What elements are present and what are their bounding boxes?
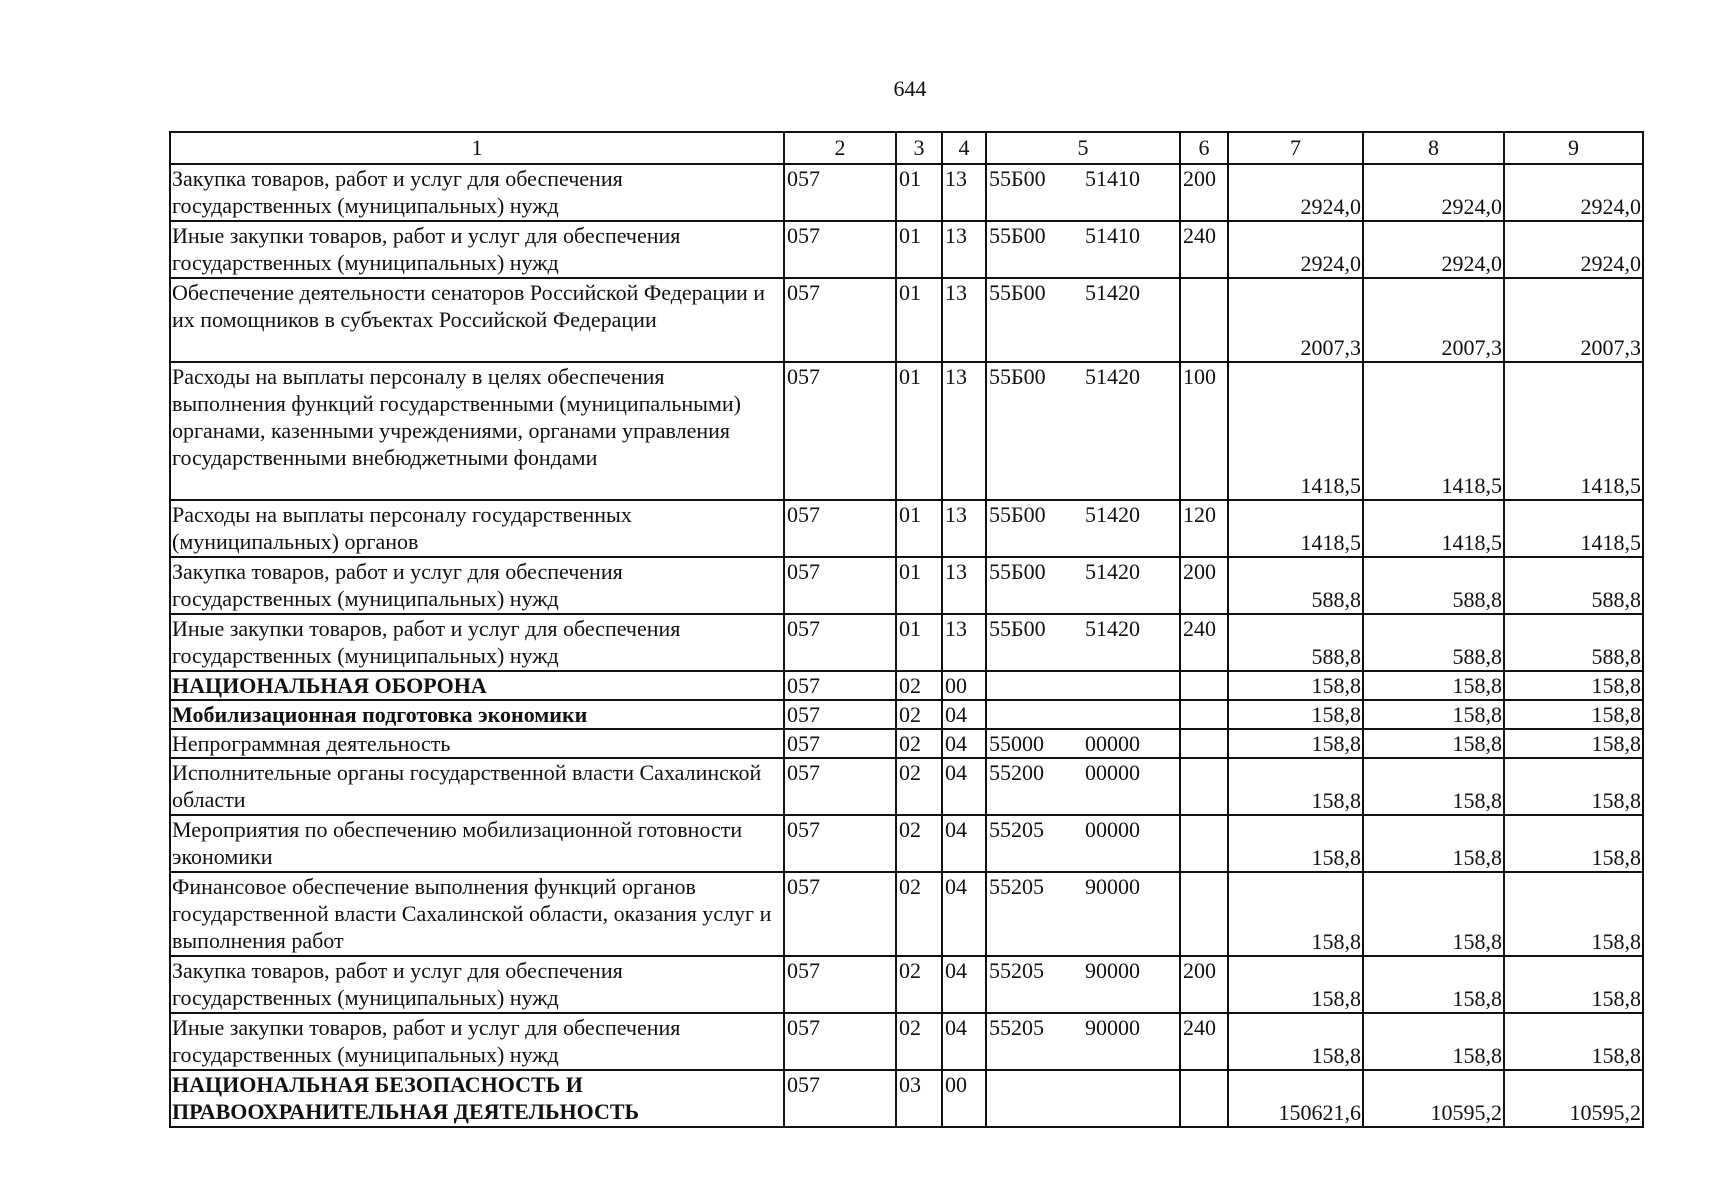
target-article-wrap [987, 222, 1179, 249]
row-amount-col8-cell: 158,8 [1363, 758, 1504, 815]
row-amount-col7-cell: 158,8 [1228, 956, 1363, 1013]
table-row [170, 278, 1643, 362]
row-target-article-cell [986, 557, 1180, 614]
row-code-admin-cell: 057 [784, 614, 896, 671]
row-subsection-cell: 04 [942, 729, 986, 758]
row-section-cell: 01 [896, 278, 942, 362]
row-amount-col7-cell: 1418,5 [1228, 500, 1363, 557]
row-subsection-cell: 13 [942, 221, 986, 278]
target-article-wrap [987, 501, 1179, 528]
row-amount-col8-cell: 588,8 [1363, 557, 1504, 614]
row-amount-col7-cell: 158,8 [1228, 729, 1363, 758]
row-amount-col8-cell: 2007,3 [1363, 278, 1504, 362]
row-expense-type-cell: 120 [1180, 500, 1228, 557]
table-row [170, 1070, 1643, 1127]
row-amount-col9-cell: 10595,2 [1504, 1070, 1643, 1127]
row-code-admin-cell: 057 [784, 671, 896, 700]
row-amount-col8-cell: 158,8 [1363, 956, 1504, 1013]
row-amount-col9-cell: 158,8 [1504, 815, 1643, 872]
row-amount-col8-cell: 158,8 [1363, 1013, 1504, 1070]
row-name-cell: Исполнительные органы государственной власти Сахалинской области [170, 758, 784, 815]
table-row [170, 729, 1643, 758]
row-expense-type-cell: 200 [1180, 557, 1228, 614]
target-article-wrap [987, 759, 1179, 786]
target-article-part-a: 55205 [989, 817, 1044, 842]
row-name-cell: НАЦИОНАЛЬНАЯ ОБОРОНА [170, 671, 784, 700]
row-section-cell: 02 [896, 1013, 942, 1070]
header-cell: 3 [896, 132, 942, 164]
target-article-part-b: 51420 [1085, 559, 1140, 584]
row-target-article-cell [986, 700, 1180, 729]
header-cell: 7 [1228, 132, 1363, 164]
target-article-part-b: 00000 [1085, 817, 1140, 842]
row-amount-col9-cell: 158,8 [1504, 671, 1643, 700]
row-code-admin-cell: 057 [784, 700, 896, 729]
row-amount-col7-cell: 158,8 [1228, 815, 1363, 872]
table-row [170, 700, 1643, 729]
row-code-admin-cell: 057 [784, 956, 896, 1013]
target-article-wrap [987, 1014, 1179, 1041]
row-target-article-cell [986, 729, 1180, 758]
row-code-admin-cell: 057 [784, 500, 896, 557]
row-name-cell: Иные закупки товаров, работ и услуг для обеспечения государственных (муниципальных) нужд [170, 1013, 784, 1070]
target-article-part-a: 55Б00 [989, 502, 1046, 527]
row-section-cell: 03 [896, 1070, 942, 1127]
row-section-cell: 02 [896, 815, 942, 872]
row-target-article-cell [986, 758, 1180, 815]
row-name-cell: Расходы на выплаты персоналу в целях обеспечения выполнения функций государственными (муниципальными) органами, казенными учреждениями, органами управления государственными внебюджетными фондами [170, 362, 784, 500]
row-section-cell: 01 [896, 362, 942, 500]
row-target-article-cell [986, 872, 1180, 956]
row-amount-col7-cell: 158,8 [1228, 872, 1363, 956]
target-article-wrap [987, 279, 1179, 306]
target-article-part-b: 51410 [1085, 223, 1140, 248]
row-section-cell: 01 [896, 500, 942, 557]
row-amount-col7-cell: 588,8 [1228, 614, 1363, 671]
table-row [170, 671, 1643, 700]
table-row [170, 614, 1643, 671]
row-code-admin-cell: 057 [784, 557, 896, 614]
row-amount-col9-cell: 158,8 [1504, 700, 1643, 729]
row-name-cell: Финансовое обеспечение выполнения функций органов государственной власти Сахалинской области, оказания услуг и выполнения работ [170, 872, 784, 956]
table-row [170, 872, 1643, 956]
target-article-part-b: 51420 [1085, 364, 1140, 389]
row-amount-col7-cell: 150621,6 [1228, 1070, 1363, 1127]
row-subsection-cell: 04 [942, 872, 986, 956]
target-article-wrap [987, 957, 1179, 984]
row-subsection-cell: 04 [942, 956, 986, 1013]
row-amount-col7-cell: 158,8 [1228, 700, 1363, 729]
row-name-cell: Мобилизационная подготовка экономики [170, 700, 784, 729]
row-expense-type-cell [1180, 758, 1228, 815]
header-cell: 6 [1180, 132, 1228, 164]
row-amount-col8-cell: 10595,2 [1363, 1070, 1504, 1127]
row-section-cell: 02 [896, 671, 942, 700]
row-section-cell: 01 [896, 614, 942, 671]
table-row [170, 1013, 1643, 1070]
row-name-cell: Непрограммная деятельность [170, 729, 784, 758]
row-amount-col9-cell: 2007,3 [1504, 278, 1643, 362]
target-article-part-b: 51420 [1085, 616, 1140, 641]
row-section-cell: 01 [896, 164, 942, 221]
table-row [170, 758, 1643, 815]
row-amount-col8-cell: 158,8 [1363, 671, 1504, 700]
row-amount-col9-cell: 158,8 [1504, 872, 1643, 956]
target-article-part-a: 55205 [989, 874, 1044, 899]
row-amount-col9-cell: 158,8 [1504, 956, 1643, 1013]
row-amount-col9-cell: 588,8 [1504, 614, 1643, 671]
table-row [170, 815, 1643, 872]
table-row [170, 500, 1643, 557]
table-row [170, 956, 1643, 1013]
table-row [170, 557, 1643, 614]
target-article-part-b: 51420 [1085, 502, 1140, 527]
row-subsection-cell: 13 [942, 164, 986, 221]
row-subsection-cell: 04 [942, 758, 986, 815]
row-code-admin-cell: 057 [784, 362, 896, 500]
row-amount-col8-cell: 588,8 [1363, 614, 1504, 671]
target-article-part-a: 55205 [989, 1015, 1044, 1040]
row-code-admin-cell: 057 [784, 1013, 896, 1070]
row-subsection-cell: 13 [942, 500, 986, 557]
target-article-part-a: 55Б00 [989, 616, 1046, 641]
row-expense-type-cell [1180, 872, 1228, 956]
table-body [170, 164, 1643, 1127]
row-subsection-cell: 00 [942, 1070, 986, 1127]
target-article-part-b: 90000 [1085, 874, 1140, 899]
row-target-article-cell [986, 815, 1180, 872]
target-article-wrap [987, 873, 1179, 900]
row-section-cell: 01 [896, 221, 942, 278]
table-row [170, 164, 1643, 221]
row-target-article-cell [986, 500, 1180, 557]
row-amount-col9-cell: 1418,5 [1504, 362, 1643, 500]
row-name-cell: Обеспечение деятельности сенаторов Российской Федерации и их помощников в субъектах Российской Федерации [170, 278, 784, 362]
row-name-cell: Иные закупки товаров, работ и услуг для обеспечения государственных (муниципальных) нужд [170, 221, 784, 278]
row-target-article-cell [986, 164, 1180, 221]
row-expense-type-cell [1180, 1070, 1228, 1127]
row-amount-col8-cell: 1418,5 [1363, 500, 1504, 557]
row-expense-type-cell [1180, 671, 1228, 700]
row-section-cell: 02 [896, 758, 942, 815]
row-code-admin-cell: 057 [784, 872, 896, 956]
target-article-part-a: 55200 [989, 760, 1044, 785]
target-article-part-b: 90000 [1085, 1015, 1140, 1040]
header-cell: 9 [1504, 132, 1643, 164]
target-article-wrap [987, 816, 1179, 843]
row-code-admin-cell: 057 [784, 278, 896, 362]
row-target-article-cell [986, 956, 1180, 1013]
row-name-cell: Закупка товаров, работ и услуг для обеспечения государственных (муниципальных) нужд [170, 164, 784, 221]
target-article-wrap [987, 165, 1179, 192]
target-article-part-a: 55205 [989, 958, 1044, 983]
row-name-cell: Иные закупки товаров, работ и услуг для обеспечения государственных (муниципальных) нужд [170, 614, 784, 671]
row-section-cell: 02 [896, 872, 942, 956]
row-expense-type-cell: 100 [1180, 362, 1228, 500]
header-cell: 5 [986, 132, 1180, 164]
row-amount-col7-cell: 158,8 [1228, 1013, 1363, 1070]
row-expense-type-cell: 240 [1180, 614, 1228, 671]
header-cell: 4 [942, 132, 986, 164]
row-amount-col7-cell: 158,8 [1228, 758, 1363, 815]
row-name-cell: Расходы на выплаты персоналу государственных (муниципальных) органов [170, 500, 784, 557]
target-article-part-b: 90000 [1085, 958, 1140, 983]
row-amount-col9-cell: 1418,5 [1504, 500, 1643, 557]
target-article-part-a: 55000 [989, 731, 1044, 756]
table-row [170, 362, 1643, 500]
row-subsection-cell: 13 [942, 362, 986, 500]
row-code-admin-cell: 057 [784, 164, 896, 221]
target-article-wrap [987, 730, 1179, 757]
row-code-admin-cell: 057 [784, 815, 896, 872]
row-amount-col9-cell: 2924,0 [1504, 221, 1643, 278]
row-expense-type-cell [1180, 700, 1228, 729]
row-expense-type-cell: 240 [1180, 1013, 1228, 1070]
row-amount-col9-cell: 588,8 [1504, 557, 1643, 614]
row-code-admin-cell: 057 [784, 1070, 896, 1127]
target-article-part-b: 51410 [1085, 166, 1140, 191]
target-article-part-a: 55Б00 [989, 223, 1046, 248]
row-amount-col8-cell: 158,8 [1363, 815, 1504, 872]
target-article-part-a: 55Б00 [989, 364, 1046, 389]
row-amount-col8-cell: 2924,0 [1363, 221, 1504, 278]
row-subsection-cell: 04 [942, 700, 986, 729]
budget-table [169, 131, 1644, 1128]
target-article-wrap [987, 558, 1179, 585]
row-target-article-cell [986, 221, 1180, 278]
target-article-wrap [987, 615, 1179, 642]
row-expense-type-cell [1180, 815, 1228, 872]
row-target-article-cell [986, 1070, 1180, 1127]
row-target-article-cell [986, 1013, 1180, 1070]
row-subsection-cell: 13 [942, 557, 986, 614]
row-code-admin-cell: 057 [784, 221, 896, 278]
row-amount-col7-cell: 588,8 [1228, 557, 1363, 614]
header-cell: 1 [170, 132, 784, 164]
row-amount-col8-cell: 1418,5 [1363, 362, 1504, 500]
row-amount-col8-cell: 2924,0 [1363, 164, 1504, 221]
row-target-article-cell [986, 614, 1180, 671]
row-expense-type-cell [1180, 729, 1228, 758]
header-row [170, 132, 1643, 164]
row-amount-col8-cell: 158,8 [1363, 872, 1504, 956]
target-article-part-b: 00000 [1085, 731, 1140, 756]
target-article-part-a: 55Б00 [989, 559, 1046, 584]
row-subsection-cell: 13 [942, 278, 986, 362]
table-row [170, 221, 1643, 278]
row-target-article-cell [986, 278, 1180, 362]
header-cell: 2 [784, 132, 896, 164]
row-expense-type-cell [1180, 278, 1228, 362]
row-amount-col8-cell: 158,8 [1363, 700, 1504, 729]
row-expense-type-cell: 200 [1180, 164, 1228, 221]
row-expense-type-cell: 240 [1180, 221, 1228, 278]
row-amount-col9-cell: 2924,0 [1504, 164, 1643, 221]
row-amount-col9-cell: 158,8 [1504, 758, 1643, 815]
row-section-cell: 02 [896, 729, 942, 758]
row-section-cell: 02 [896, 700, 942, 729]
row-section-cell: 01 [896, 557, 942, 614]
row-code-admin-cell: 057 [784, 729, 896, 758]
row-amount-col7-cell: 2924,0 [1228, 164, 1363, 221]
row-target-article-cell [986, 671, 1180, 700]
row-amount-col9-cell: 158,8 [1504, 1013, 1643, 1070]
row-subsection-cell: 04 [942, 1013, 986, 1070]
row-subsection-cell: 13 [942, 614, 986, 671]
row-name-cell: Закупка товаров, работ и услуг для обеспечения государственных (муниципальных) нужд [170, 956, 784, 1013]
row-name-cell: НАЦИОНАЛЬНАЯ БЕЗОПАСНОСТЬ И ПРАВООХРАНИТЕЛЬНАЯ ДЕЯТЕЛЬНОСТЬ [170, 1070, 784, 1127]
target-article-part-b: 51420 [1085, 280, 1140, 305]
target-article-part-a: 55Б00 [989, 280, 1046, 305]
page-number: 644 [893, 76, 927, 101]
row-amount-col8-cell: 158,8 [1363, 729, 1504, 758]
row-amount-col9-cell: 158,8 [1504, 729, 1643, 758]
row-name-cell: Закупка товаров, работ и услуг для обеспечения государственных (муниципальных) нужд [170, 557, 784, 614]
row-subsection-cell: 04 [942, 815, 986, 872]
target-article-part-b: 00000 [1085, 760, 1140, 785]
row-subsection-cell: 00 [942, 671, 986, 700]
row-target-article-cell [986, 362, 1180, 500]
row-amount-col7-cell: 158,8 [1228, 671, 1363, 700]
target-article-wrap [987, 363, 1179, 390]
row-amount-col7-cell: 2007,3 [1228, 278, 1363, 362]
row-code-admin-cell: 057 [784, 758, 896, 815]
row-name-cell: Мероприятия по обеспечению мобилизационной готовности экономики [170, 815, 784, 872]
row-amount-col7-cell: 2924,0 [1228, 221, 1363, 278]
header-cell: 8 [1363, 132, 1504, 164]
row-amount-col7-cell: 1418,5 [1228, 362, 1363, 500]
row-expense-type-cell: 200 [1180, 956, 1228, 1013]
target-article-part-a: 55Б00 [989, 166, 1046, 191]
row-section-cell: 02 [896, 956, 942, 1013]
